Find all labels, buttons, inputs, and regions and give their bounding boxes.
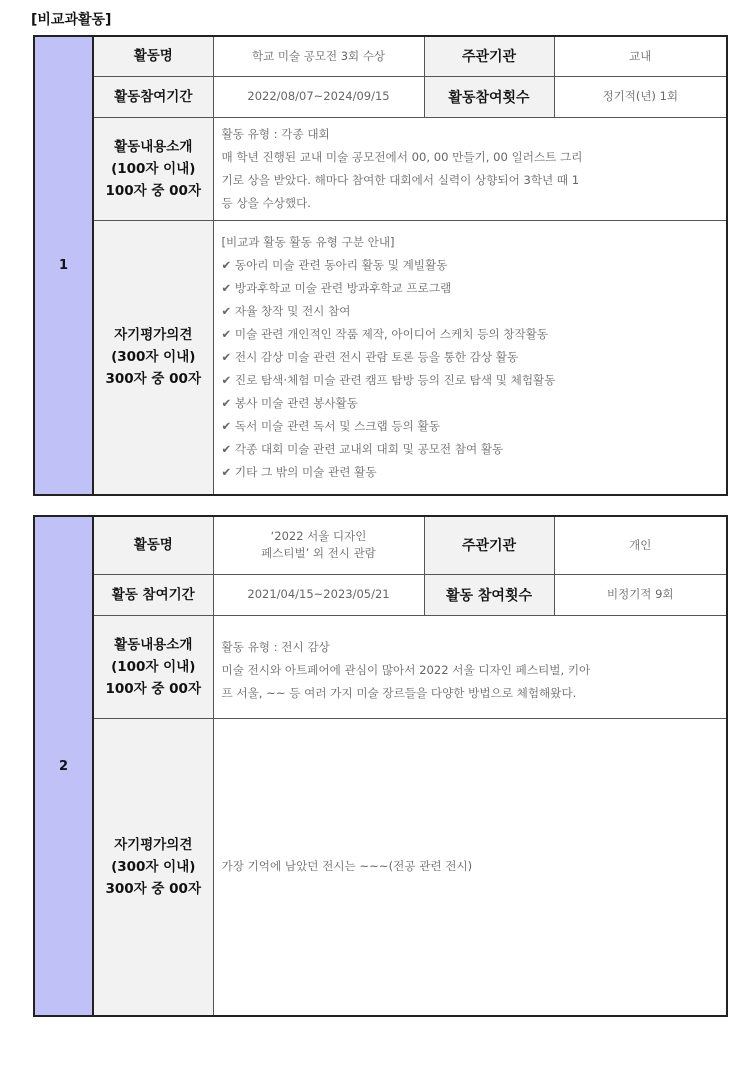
intro-label-line: 활동내용소개: [114, 138, 193, 155]
activity-name-label: 활동명: [93, 36, 213, 76]
eval-label-line: (300자 이내): [111, 858, 196, 875]
count-value: 정기적(년) 1회: [554, 76, 727, 117]
intro-line: 활동 유형 : 전시 감상: [221, 640, 330, 654]
activity-table-2: [33, 515, 728, 1017]
intro-text: [213, 117, 727, 220]
eval-label: [93, 718, 213, 1016]
activity-name-value: 학교 미술 공모전 3회 수상: [213, 36, 424, 76]
activity-name-line: 페스티벌’ 외 전시 관람: [261, 546, 376, 561]
period-value: 2021/04/15~2023/05/21: [213, 574, 424, 615]
eval-line: ✔ 자율 창작 및 전시 참여: [221, 303, 351, 318]
eval-label-line: 자기평가의견: [114, 327, 193, 344]
intro-label: [93, 117, 213, 220]
period-value: 2022/08/07~2024/09/15: [213, 76, 424, 117]
eval-line: ✔ 동아리 미술 관련 동아리 활동 및 계빌활동: [221, 257, 448, 272]
activity-table-1: [33, 35, 728, 496]
intro-text: [213, 615, 727, 718]
count-label: 활동 참여횟수: [424, 574, 554, 615]
organizer-label: 주관기관: [424, 516, 554, 574]
entry-number: 2: [34, 516, 93, 1016]
section-title: [비교과활동]: [31, 12, 112, 28]
entry-number: 1: [34, 36, 93, 495]
eval-label: [93, 220, 213, 495]
organizer-label: 주관기관: [424, 36, 554, 76]
eval-line: ✔ 기타 그 밖의 미술 관련 활동: [221, 464, 377, 479]
count-label: 활동참여횟수: [424, 76, 554, 117]
intro-line: 프 서울, ~~ 등 여러 가지 미술 장르들을 다양한 방법으로 체험해왔다.: [221, 686, 577, 700]
intro-label-line: 100자 중 00자: [105, 680, 201, 697]
organizer-value: 교내: [554, 36, 727, 76]
organizer-value: 개인: [554, 516, 727, 574]
period-label: 활동참여기간: [93, 76, 213, 117]
eval-label-line: (300자 이내): [111, 349, 196, 366]
eval-label-line: 자기평가의견: [114, 836, 193, 853]
activity-name-label: 활동명: [93, 516, 213, 574]
activity-name-line: ‘2022 서울 디자인: [270, 529, 367, 544]
eval-line: ✔ 미술 관련 개인적인 작품 제작, 아이디어 스케치 등의 창작활동: [221, 326, 549, 341]
eval-line: [비교과 활동 활동 유형 구분 안내]: [221, 234, 395, 249]
eval-text: [213, 718, 727, 1016]
intro-line: 매 학년 진행된 교내 미술 공모전에서 00, 00 만들기, 00 일러스트 그리: [221, 149, 583, 164]
period-label: 활동 참여기간: [93, 574, 213, 615]
intro-label-line: 100자 중 00자: [105, 182, 201, 199]
intro-line: 등 상을 수상했다.: [221, 195, 311, 210]
intro-label-line: 활동내용소개: [114, 636, 193, 653]
count-value: 비정기적 9회: [554, 574, 727, 615]
eval-line: ✔ 방과후학교 미술 관련 방과후학교 프로그램: [221, 280, 452, 295]
eval-line: 가장 기억에 남았던 전시는 ~~~(전공 관련 전시): [221, 859, 473, 874]
intro-label: [93, 615, 213, 718]
intro-line: 활동 유형 : 각종 대회: [221, 126, 330, 141]
intro-label-line: (100자 이내): [111, 160, 196, 177]
eval-line: ✔ 봉사 미술 관련 봉사활동: [221, 395, 358, 410]
eval-line: ✔ 각종 대회 미술 관련 교내외 대회 및 공모전 참여 활동: [221, 441, 504, 456]
intro-line: 미술 전시와 아트페어에 관심이 많아서 2022 서울 디자인 페스티벌, 키아: [221, 663, 591, 677]
eval-line: ✔ 진로 탐색·체험 미술 관련 캠프 탐방 등의 진로 탐색 및 체험활동: [221, 372, 556, 387]
eval-label-line: 300자 중 00자: [105, 371, 201, 388]
eval-line: ✔ 독서 미술 관련 독서 및 스크랩 등의 활동: [221, 418, 440, 433]
eval-text: [213, 220, 727, 495]
eval-label-line: 300자 중 00자: [105, 880, 201, 897]
intro-label-line: (100자 이내): [111, 658, 196, 675]
activity-name-value: [213, 516, 424, 574]
intro-line: 기로 상을 받았다. 해마다 참여한 대회에서 실력이 상향되어 3학년 때 1: [221, 172, 580, 187]
eval-line: ✔ 전시 감상 미술 관련 전시 관람 토론 등을 통한 감상 활동: [221, 349, 519, 364]
